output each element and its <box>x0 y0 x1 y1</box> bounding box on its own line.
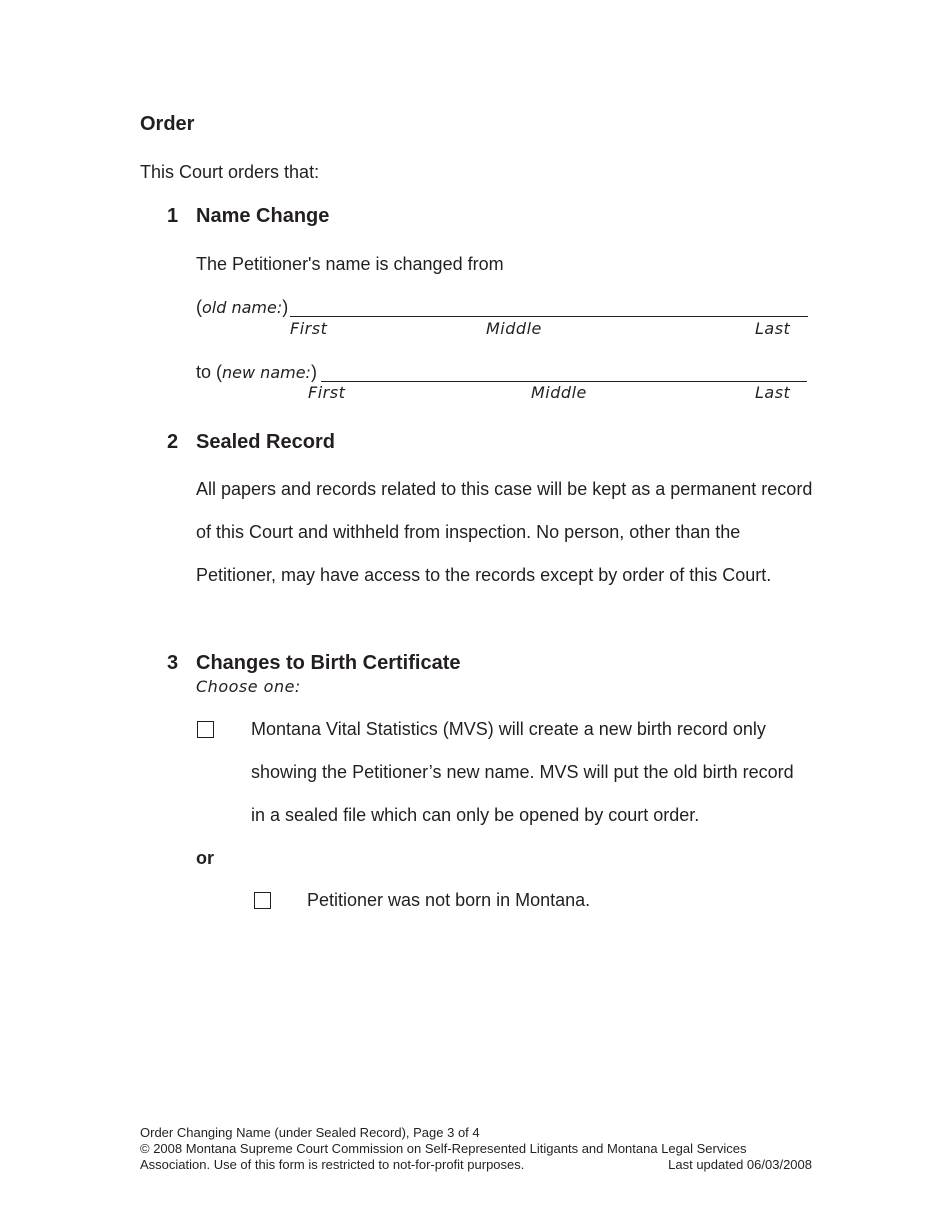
footer-updated: Last updated 06/03/2008 <box>668 1157 812 1172</box>
footer-restriction: Association. Use of this form is restricted to not-for-profit purposes. <box>140 1157 525 1172</box>
new-name-label: new name: <box>222 363 311 382</box>
new-name-prefix: to <box>196 362 212 382</box>
old-name-label: old name: <box>202 298 283 317</box>
old-name-label-wrap: (old name:) <box>196 297 289 317</box>
old-name-last-label: Last <box>755 319 791 338</box>
footer-title: Order Changing Name (under Sealed Record), Page 3 of 4 <box>140 1125 480 1140</box>
choose-one-label: Choose one: <box>196 677 301 696</box>
new-name-field[interactable] <box>321 381 807 382</box>
section-3-number: 3 <box>167 652 179 674</box>
sealed-record-text: All papers and records related to this case will be kept as a permanent record of this Court and withheld from inspection. No person, other than the Petitioner, may have access to the records except by order of this Court. <box>196 479 813 585</box>
new-name-last-label: Last <box>755 383 791 402</box>
option-1-checkbox[interactable] <box>197 721 214 738</box>
old-name-field[interactable] <box>290 316 808 317</box>
old-name-first-label: First <box>290 319 328 338</box>
section-2-title: Sealed Record <box>196 431 335 453</box>
option-2-text: Petitioner was not born in Montana. <box>307 890 591 910</box>
option-1-text: Montana Vital Statistics (MVS) will create a new birth record only showing the Petitioner’s new name. MVS will put the old birth record in a sealed file which can only be opened by court order. <box>251 719 794 825</box>
option-2-checkbox[interactable] <box>254 892 271 909</box>
section-2-number: 2 <box>167 431 179 453</box>
intro-text: This Court orders that: <box>140 162 320 182</box>
new-name-middle-label: Middle <box>531 383 587 402</box>
section-1-title: Name Change <box>196 205 330 227</box>
section-1-number: 1 <box>167 205 179 227</box>
footer-last-row <box>140 1157 812 1173</box>
section-3-title: Changes to Birth Certificate <box>196 652 461 674</box>
footer-copyright: © 2008 Montana Supreme Court Commission on Self-Represented Litigants and Montana Legal Services <box>140 1141 747 1156</box>
old-name-middle-label: Middle <box>486 319 542 338</box>
new-name-label-wrap: to (new name:) <box>196 362 317 382</box>
new-name-first-label: First <box>308 383 346 402</box>
order-heading: Order <box>140 113 195 135</box>
footer <box>140 1125 812 1173</box>
or-label: or <box>196 848 214 868</box>
name-change-text: The Petitioner's name is changed from <box>196 254 504 274</box>
